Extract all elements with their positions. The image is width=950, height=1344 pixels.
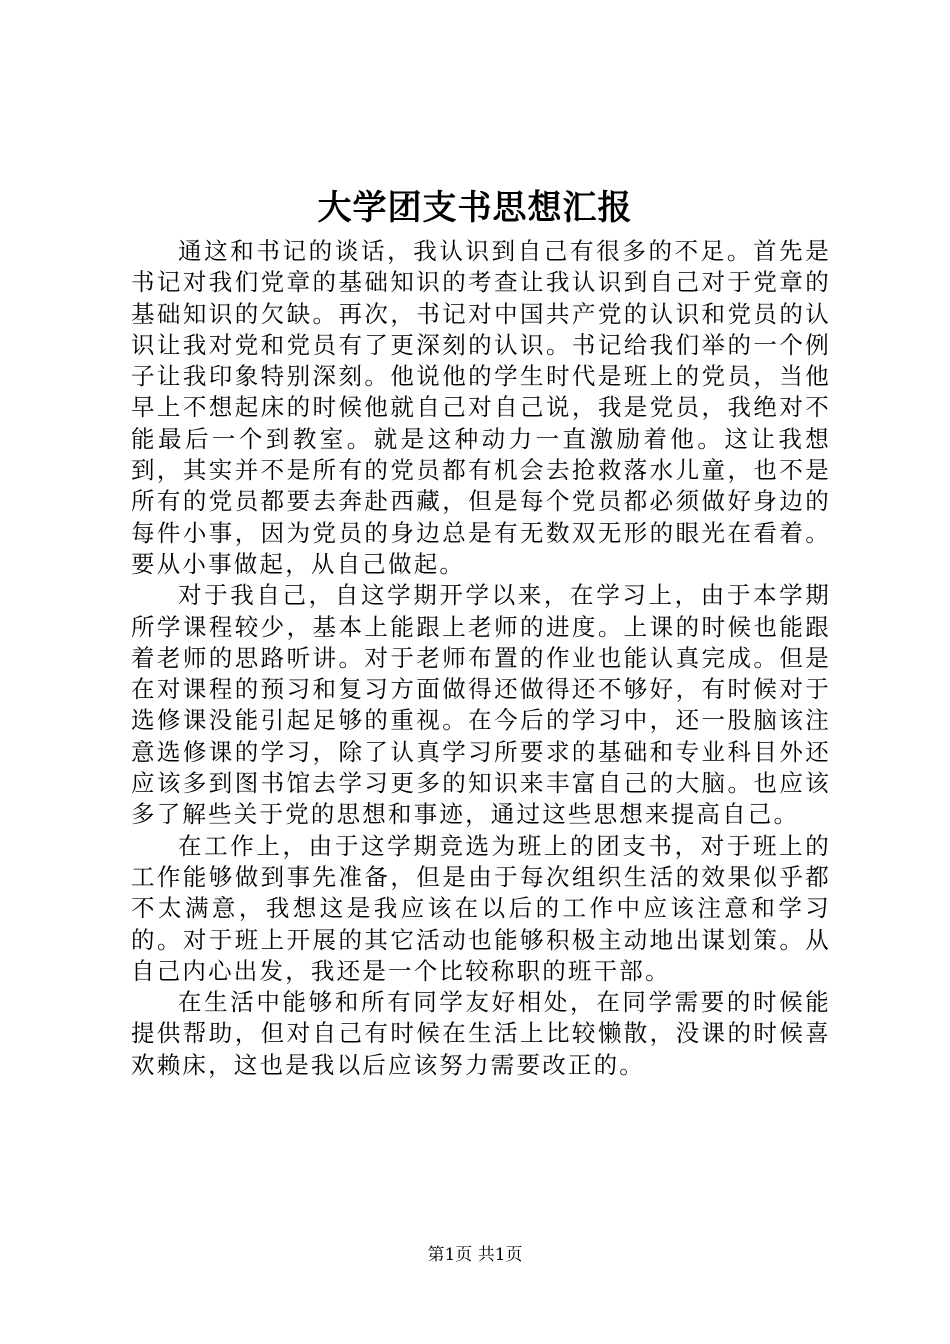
document-body <box>131 236 831 1081</box>
paragraph-1: 通这和书记的谈话，我认识到自己有很多的不足。首先是书记对我们党章的基础知识的考查让我认识到自己对于党章的基础知识的欠缺。再次，书记对中国共产党的认识和党员的认识让我对党和党员有了更深刻的认识。书记给我们举的一个例子让我印象特别深刻。他说他的学生时代是班上的党员，当他早上不想起床的时候他就自己对自己说，我是党员，我绝对不能最后一个到教室。就是这种动力一直激励着他。这让我想到，其实并不是所有的党员都有机会去抢救落水儿童，也不是所有的党员都要去奔赴西藏，但是每个党员都必须做好身边的每件小事，因为党员的身边总是有无数双无形的眼光在看着。要从小事做起，从自己做起。 <box>131 237 831 578</box>
paragraph-3: 在工作上，由于这学期竞选为班上的团支书，对于班上的工作能够做到事先准备，但是由于每次组织生活的效果似乎都不太满意，我想这是我应该在以后的工作中应该注意和学习的。对于班上开展的其它活动也能够积极主动地出谋划策。从自己内心出发，我还是一个比较称职的班干部。 <box>131 831 831 985</box>
page-number-footer: 第1页 共1页 <box>427 1245 523 1265</box>
document-title: 大学团支书思想汇报 <box>317 188 633 228</box>
paragraph-4: 在生活中能够和所有同学友好相处，在同学需要的时候能提供帮助，但对自己有时候在生活上比较懒散，没课的时候喜欢赖床，这也是我以后应该努力需要改正的。 <box>131 988 831 1079</box>
paragraph-2: 对于我自己，自这学期开学以来，在学习上，由于本学期所学课程较少，基本上能跟上老师的进度。上课的时候也能跟着老师的思路听讲。对于老师布置的作业也能认真完成。但是在对课程的预习和复习方面做得还做得还不够好，有时候对于选修课没能引起足够的重视。在今后的学习中，还一股脑该注意选修课的学习，除了认真学习所要求的基础和专业科目外还应该多到图书馆去学习更多的知识来丰富自己的大脑。也应该多了解些关于党的思想和事迹，通过这些思想来提高自己。 <box>131 581 831 829</box>
